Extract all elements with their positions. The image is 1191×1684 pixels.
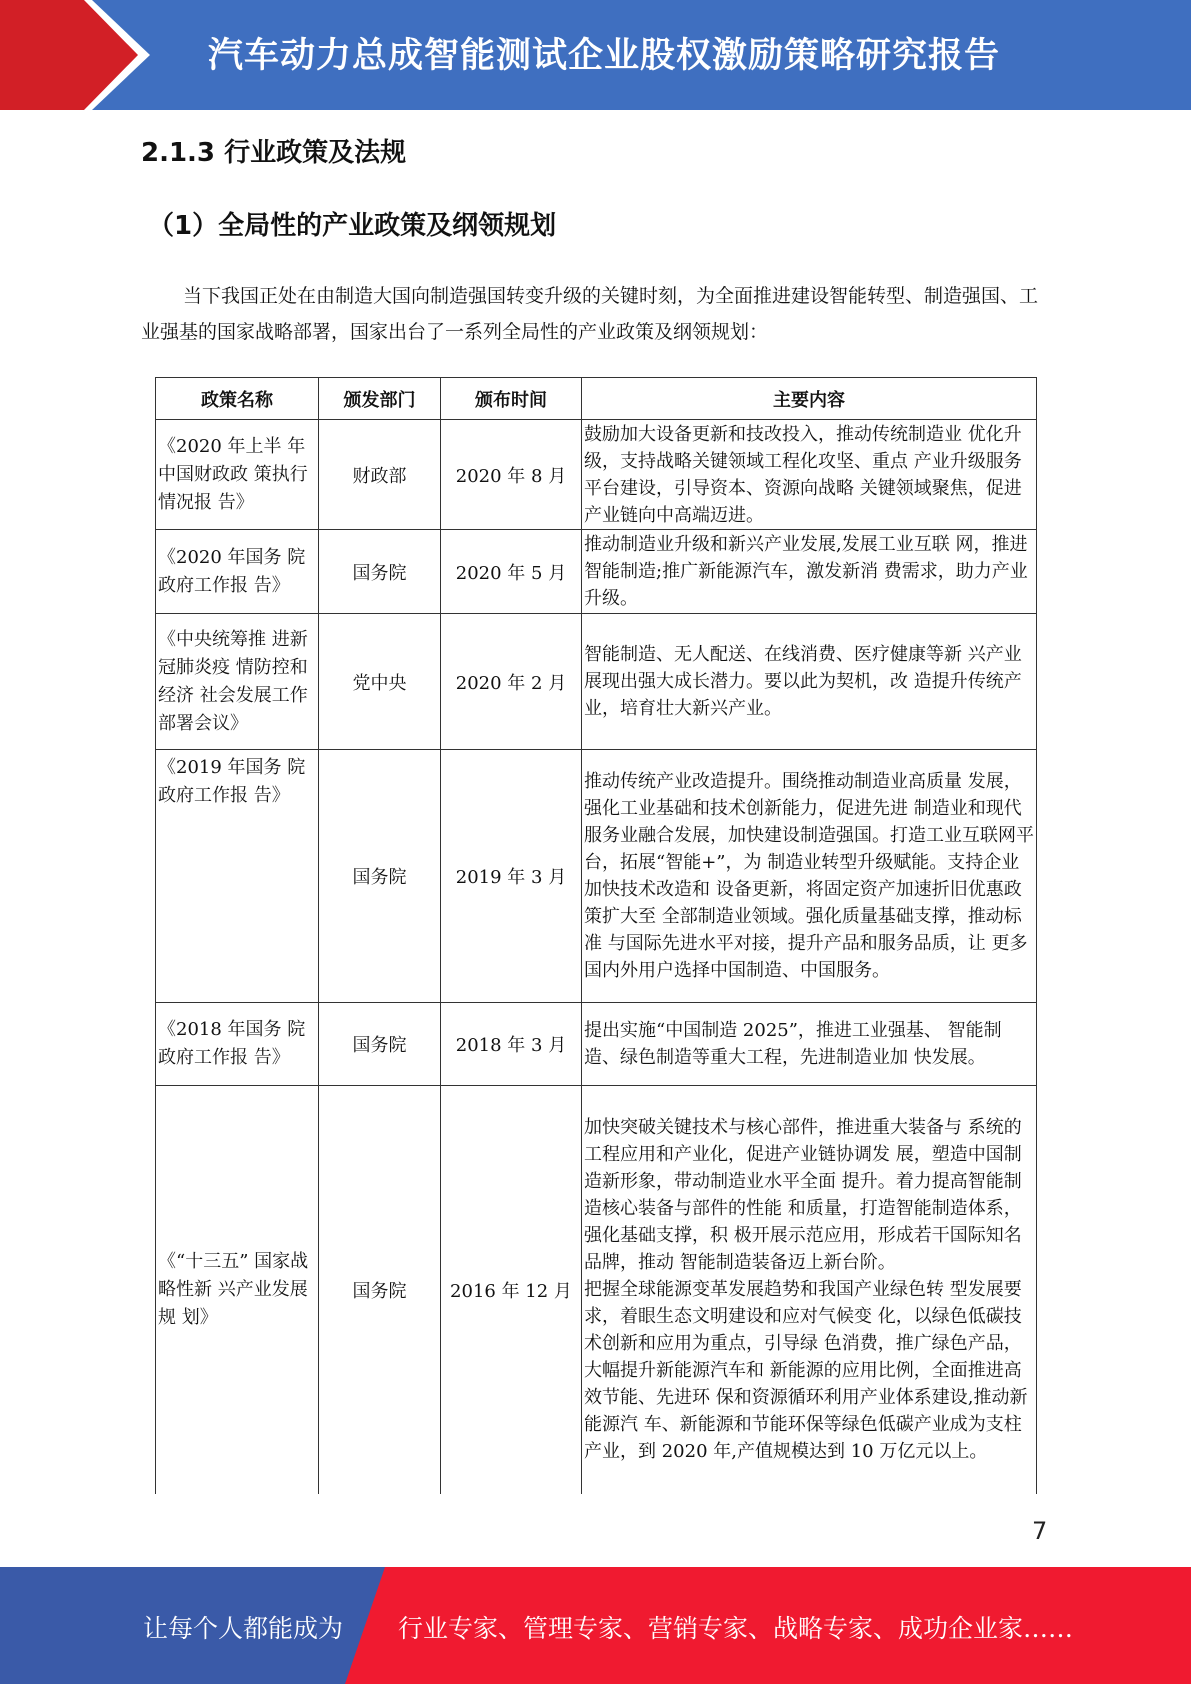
column-header-content: 主要内容 — [582, 378, 1037, 420]
page-header — [0, 0, 1191, 110]
intro-paragraph: 当下我国正处在由制造大国向制造强国转变升级的关键时刻，为全面推进建设智能转型、制造强国、工业强基的国家战略部署，国家出台了一系列全局性的产业政策及纲领规划： — [141, 285, 1039, 343]
policy-name: 《2020 年国务 院政府工作报 告》 — [156, 530, 319, 614]
table-row — [156, 1003, 1037, 1086]
policy-content: 推动制造业升级和新兴产业发展,发展工业互联 网，推进智能制造;推广新能源汽车，激发新消 费需求，助力产业升级。 — [582, 530, 1037, 614]
section-heading: 2.1.3 行业政策及法规 — [141, 138, 407, 168]
subsection-heading: （1）全局性的产业政策及纲领规划 — [148, 211, 557, 241]
policy-name: 《2018 年国务 院政府工作报 告》 — [156, 1003, 319, 1086]
table-row — [156, 530, 1037, 614]
policy-content — [582, 1086, 1037, 1494]
policy-name: 《2020 年上半 年中国财政政 策执行情况报 告》 — [156, 420, 319, 530]
table-row — [156, 614, 1037, 750]
policy-department: 财政部 — [319, 420, 441, 530]
column-header-date: 颁布时间 — [441, 378, 582, 420]
policy-content: 智能制造、无人配送、在线消费、医疗健康等新 兴产业展现出强大成长潜力。要以此为契机，改 造提升传统产业，培育壮大新兴产业。 — [582, 614, 1037, 750]
policy-content: 提出实施“中国制造 2025”，推进工业强基、 智能制造、绿色制造等重大工程，先进制造业加 快发展。 — [582, 1003, 1037, 1086]
policy-date: 2020 年 2 月 — [441, 614, 582, 750]
policy-table — [155, 377, 1037, 1494]
policy-content-paragraph: 加快突破关键技术与核心部件，推进重大装备与 系统的工程应用和产业化，促进产业链协调发 展，塑造中国制造新形象，带动制造业水平全面 提升。着力提高智能制造核心装备与部件的性能 和质量，打造智能制造体系，强化基础支撑，积 极开展示范应用，形成若干国际知名品牌，推动 智能制造装备迈上新台阶。 — [584, 1117, 1022, 1274]
policy-date: 2019 年 3 月 — [441, 750, 582, 1003]
policy-department: 国务院 — [319, 1003, 441, 1086]
policy-date: 2020 年 5 月 — [441, 530, 582, 614]
table-row — [156, 750, 1037, 1003]
policy-content: 推动传统产业改造提升。围绕推动制造业高质量 发展，强化工业基础和技术创新能力，促进先进 制造业和现代服务业融合发展，加快建设制造强国。打造工业互联网平台，拓展“智能+”，为 制造业转型升级赋能。支持企业加快技术改造和 设备更新，将固定资产加速折旧优惠政策扩大至 全部制造业领域。强化质量基础支撑，推动标准 与国际先进水平对接，提升产品和服务品质，让 更多国内外用户选择中国制造、中国服务。 — [582, 750, 1037, 1003]
page-footer — [0, 1567, 1191, 1684]
policy-date: 2018 年 3 月 — [441, 1003, 582, 1086]
policy-name: 《2019 年国务 院政府工作报 告》 — [156, 750, 319, 1003]
report-title: 汽车动力总成智能测试企业股权激励策略研究报告 — [208, 36, 1001, 76]
column-header-policy-name: 政策名称 — [156, 378, 319, 420]
page-number: 7 — [1032, 1517, 1048, 1545]
column-header-department: 颁发部门 — [319, 378, 441, 420]
policy-name: 《中央统筹推 进新冠肺炎疫 情防控和经济 社会发展工作 部署会议》 — [156, 614, 319, 750]
policy-content-paragraph: 把握全球能源变革发展趋势和我国产业绿色转 型发展要求，着眼生态文明建设和应对气候变 化，以绿色低碳技术创新和应用为重点，引导绿 色消费，推广绿色产品，大幅提升新能源汽车和 新能源的应用比例，全面推进高效节能、先进环 保和资源循环利用产业体系建设,推动新能源汽 车、新能源和节能环保等绿色低碳产业成为支柱 产业，到 2020 年,产值规模达到 10 万亿元以上。 — [584, 1279, 1028, 1463]
footer-slogan-right: 行业专家、管理专家、营销专家、战略专家、成功企业家…… — [398, 1614, 1074, 1643]
policy-department: 党中央 — [319, 614, 441, 750]
table-row — [156, 420, 1037, 530]
policy-department: 国务院 — [319, 1086, 441, 1494]
policy-content: 鼓励加大设备更新和技改投入，推动传统制造业 优化升级，支持战略关键领域工程化攻坚、重点 产业升级服务平台建设，引导资本、资源向战略 关键领域聚焦，促进产业链向中高端迈进。 — [582, 420, 1037, 530]
policy-department: 国务院 — [319, 530, 441, 614]
policy-date: 2020 年 8 月 — [441, 420, 582, 530]
policy-name: 《“十三五” 国家战略性新 兴产业发展规 划》 — [156, 1086, 319, 1494]
table-row — [156, 1086, 1037, 1494]
header-arrow-decoration — [0, 0, 150, 110]
footer-slogan-left: 让每个人都能成为 — [143, 1614, 344, 1643]
policy-date: 2016 年 12 月 — [441, 1086, 582, 1494]
table-header-row — [156, 378, 1037, 420]
policy-department: 国务院 — [319, 750, 441, 1003]
